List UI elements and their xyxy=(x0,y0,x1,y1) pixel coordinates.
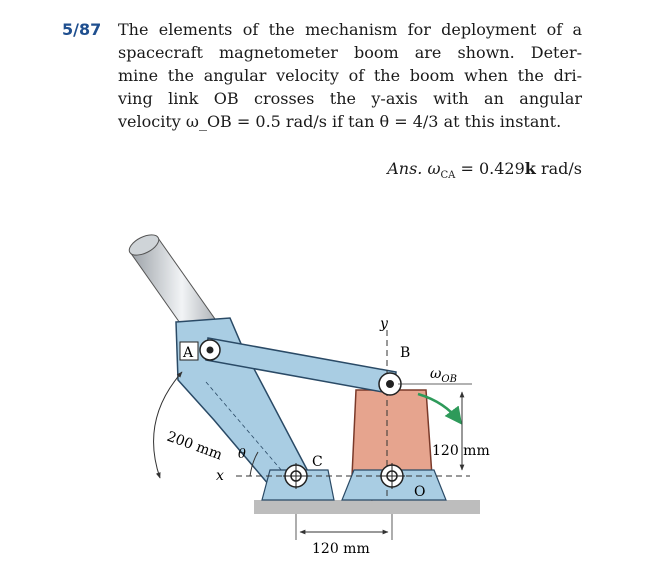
answer-omega: $\omega_{CA}$ xyxy=(427,159,456,182)
label-O: O xyxy=(414,484,426,500)
label-200mm: 200 mm xyxy=(164,428,225,464)
label-A: A xyxy=(183,345,194,361)
ground xyxy=(254,500,480,514)
label-B: B xyxy=(400,345,411,361)
problem-line-1: The elements of the mechanism for deployment of a xyxy=(118,20,582,39)
problem-line-3: mine the angular velocity of the boom when the dri- xyxy=(118,66,582,85)
label-y: y xyxy=(380,316,388,332)
pin-B xyxy=(379,373,401,395)
problem-line-4: ving link OB crosses the y-axis with an angular xyxy=(118,89,582,108)
dim-200-arc xyxy=(154,372,182,478)
label-theta: θ xyxy=(238,447,246,462)
problem-line-5: velocity ω_OB = 0.5 rad/s if tan θ = 4/3 at this instant. xyxy=(118,112,562,131)
dim-120-horizontal xyxy=(296,514,392,540)
label-120mm-horizontal: 120 mm xyxy=(312,541,370,557)
label-C: C xyxy=(312,454,323,470)
label-120mm-vertical: 120 mm xyxy=(432,443,490,459)
problem-number: 5/87 xyxy=(62,20,102,39)
label-x: x xyxy=(216,468,224,484)
answer-unit: rad/s xyxy=(535,159,582,178)
problem-line-2: spacecraft magnetometer boom are shown. Deter- xyxy=(118,43,582,62)
answer-value: = 0.429 xyxy=(455,159,525,178)
answer-k: k xyxy=(524,159,536,178)
pin-A xyxy=(200,340,220,360)
label-omega-ob: $\omega_{OB}$ xyxy=(430,366,457,385)
answer-label: Ans. xyxy=(387,159,423,178)
